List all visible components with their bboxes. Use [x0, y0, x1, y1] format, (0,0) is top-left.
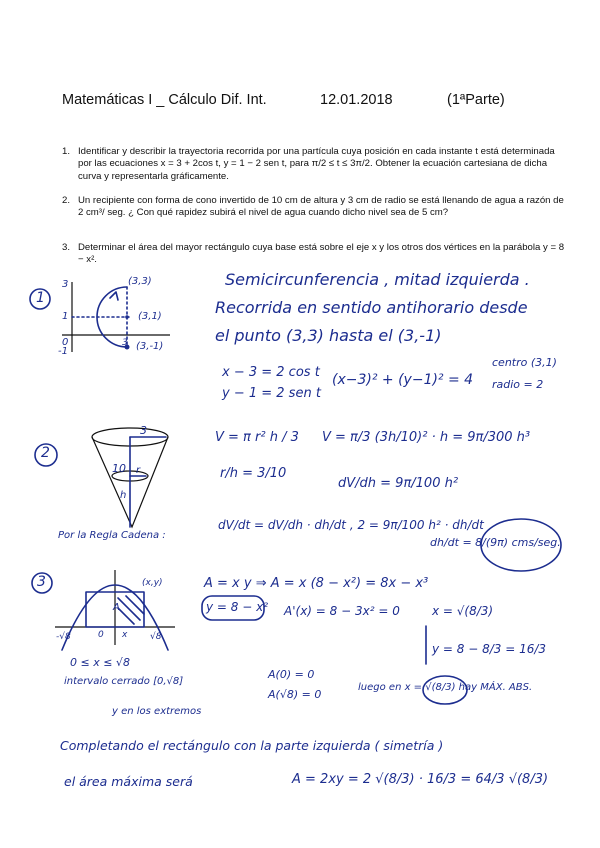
tick-1: 1 [62, 311, 69, 322]
hatch-1 [118, 598, 140, 620]
direction-arrow [110, 292, 118, 300]
param-eq-y: y − 1 = 2 sen t [222, 386, 321, 401]
circle-center: centro (3,1) [492, 356, 557, 369]
point-mid: (3,1) [138, 311, 162, 322]
area-label: A [113, 602, 120, 613]
tick-x-3: 3 [122, 338, 128, 348]
dh-dt-result: dh/dt = 8/(9π) cms/seg. [430, 536, 561, 549]
point-top: (3,3) [128, 276, 152, 287]
cartesian-equation: (x−3)² + (y−1)² = 4 [332, 372, 474, 388]
y-solution: y = 8 − 8/3 = 16/3 [432, 642, 547, 656]
domain: 0 ≤ x ≤ √8 [70, 656, 130, 669]
solution-3-label: 3 [37, 574, 46, 590]
area-at-root8: A(√8) = 0 [268, 688, 322, 701]
parabola-equation: y = 8 − x² [206, 600, 269, 614]
cone-volume-h: V = π/3 (3h/10)² · h = 9π/300 h³ [322, 430, 531, 445]
hatch-3 [126, 596, 144, 614]
solution-1-line-1: Semicircunferencia , mitad izquierda . [225, 270, 530, 289]
cone-radius-label: 3 [140, 424, 147, 437]
problem-text: Un recipiente con forma de cono invertido de 10 cm de altura y 3 cm de radio se está llenando de agua a razón de 2 cm³/ seg. ¿ Con qué rapidez subirá el nivel de agua cuando dicho nivel sea de 5 cm? [78, 195, 564, 219]
minus-root8: -√8 [56, 632, 71, 642]
chain-rule-label: Por la Regla Cadena : [58, 530, 166, 541]
area-at-zero: A(0) = 0 [268, 668, 315, 681]
area-function: A = x y ⇒ A = x (8 − x²) = 8x − x³ [204, 576, 429, 591]
cone-volume: V = π r² h / 3 [215, 430, 299, 445]
problem-number: 3. [62, 242, 71, 253]
problem-number: 1. [62, 146, 71, 157]
dv-dh: dV/dh = 9π/100 h² [338, 476, 459, 491]
final-line-1: Completando el rectángulo con la parte izquierda ( simetría ) [60, 738, 444, 753]
solution-2-label: 2 [41, 445, 50, 461]
point-bottom: (3,-1) [136, 341, 164, 352]
param-eq-x: x − 3 = 2 cos t [222, 365, 320, 380]
circle-radius: radio = 2 [492, 378, 544, 391]
chain-rule: dV/dt = dV/dh · dh/dt , 2 = 9π/100 h² · dh/dt [218, 518, 484, 532]
tick-minus-1: -1 [58, 346, 68, 357]
water-height-label: h [120, 490, 127, 501]
problem-text: Determinar el área del mayor rectángulo cuya base está sobre el eje x y los otros dos vértices en la parábola y = 8 − x². [78, 242, 565, 266]
hatch-2 [118, 608, 134, 624]
point-xy: (x,y) [142, 578, 163, 588]
similar-ratio: r/h = 3/10 [220, 466, 287, 481]
solution-1-line-3: el punto (3,3) hasta el (3,-1) [215, 326, 442, 345]
x-label: x [122, 630, 128, 640]
max-conclusion: luego en x = √(8/3) hay MÁX. ABS. [358, 682, 533, 693]
final-line-2: el área máxima será [64, 774, 193, 789]
final-result: A = 2xy = 2 √(8/3) · 16/3 = 64/3 √(8/3) [292, 772, 549, 787]
derivative: A'(x) = 8 − 3x² = 0 [284, 604, 400, 618]
course-title: Matemáticas I _ Cálculo Dif. Int. [62, 92, 267, 108]
tick-0: 0 [62, 337, 69, 348]
exam-part: (1ªParte) [447, 92, 505, 108]
center-point [125, 315, 129, 319]
origin-label: 0 [98, 630, 104, 640]
tick-3: 3 [62, 279, 69, 290]
exam-date: 12.01.2018 [320, 92, 393, 108]
endpoints-note: y en los extremos [112, 706, 202, 717]
plus-root8: √8 [150, 632, 162, 642]
closed-interval: intervalo cerrado [0,√8] [64, 676, 184, 687]
solution-1-line-2: Recorrida en sentido antihorario desde [215, 298, 528, 317]
water-radius-label: r [136, 465, 141, 476]
problem-text: Identificar y describir la trayectoria recorrida por una partícula cuya posición en cada instante t está determinada por las ecuaciones x = 3 + 2cos t, y = 1 − 2 sen t, para π/2 ≤ t ≤ 3π/2. Obtener la ecuación cartesiana de dicha curva y representarla gráficamente. [78, 146, 555, 182]
x-solution: x = √(8/3) [432, 604, 494, 618]
cone-height-label: 10 [112, 462, 126, 475]
problem-number: 2. [62, 195, 71, 206]
solution-1-label: 1 [36, 290, 45, 306]
